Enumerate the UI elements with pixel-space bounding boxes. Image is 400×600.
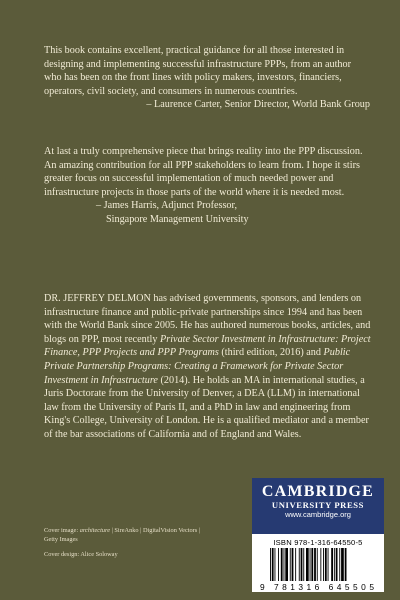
barcode-bar	[290, 548, 291, 586]
barcode-bar	[295, 548, 296, 586]
barcode-bar	[285, 548, 288, 586]
cover-image-credit: Cover image: architecture | SireAnko | DigitalVision Vectors | Getty Images	[44, 527, 201, 543]
endorsement-carter	[44, 44, 370, 112]
barcode-bar	[336, 548, 338, 586]
barcode-bar	[314, 548, 316, 586]
barcode-bar	[284, 548, 285, 586]
barcode-bar	[320, 548, 321, 586]
barcode-bar	[323, 548, 324, 586]
endorsement-attribution-affiliation: Singapore Management University	[106, 213, 249, 225]
barcode-bar	[339, 548, 340, 586]
barcode-bar	[303, 548, 304, 586]
cover-credits	[44, 526, 204, 559]
barcode-bar	[275, 548, 276, 586]
barcode-bar	[325, 548, 327, 586]
isbn-digits: 9 781316 645505	[260, 582, 374, 592]
book-title: Private Sector Investment in Infrastructure: Project Finance, PPP Projects and PPP Programs	[44, 333, 371, 359]
barcode-bar	[281, 548, 283, 586]
publisher-url: www.cambridge.org	[285, 510, 351, 519]
endorsement-text: At last a truly comprehensive piece that brings reality into the PPP discussion. An amazing contribution for all PPP stakeholders to learn from. I hope it stirs greater focus on successful implementation of much needed power and infrastructure projects in those parts of the world where it is needed most.	[44, 146, 363, 198]
bio-text: (third edition, 2016) and	[218, 347, 324, 359]
publisher-logo	[252, 478, 384, 534]
barcode-bar	[345, 548, 347, 586]
barcode-bar	[317, 548, 318, 586]
endorsement-text: This book contains excellent, practical guidance for all those interested in designing and implementing successful infrastructure PPPs, from an author who has been on the front lines with policy makers, investors, financiers, operators, civil society, and consumers in numerous countries.	[44, 45, 351, 97]
bio-text: DR. JEFFREY DELMON has advised governments, sponsors, and lenders on infrastructure finance and public-private partnerships since 1994 and has been with the World Bank since 2005. He has authored numerous books, articles, and blogs on PPP, most recently	[44, 293, 371, 345]
barcode-bar	[278, 548, 279, 586]
publisher-subname: UNIVERSITY PRESS	[271, 500, 365, 510]
endorsement-harris	[44, 145, 370, 227]
barcode-bar	[311, 548, 313, 586]
barcode-bar	[292, 548, 294, 586]
barcode-bar	[334, 548, 335, 586]
barcode-bar	[328, 548, 329, 586]
cover-design-credit: Cover design: Alice Soloway	[44, 551, 118, 558]
barcode-bar	[306, 548, 309, 586]
barcode-bar	[331, 548, 333, 586]
isbn-label: ISBN 978-1-316-64550-5	[273, 538, 363, 547]
bio-text: (2014). He holds an MA in international studies, a Juris Doctorate from the University of Denver, a DEA (LLM) in international law from the University of Paris II, and a PhD in law and engineering from King's College, University of London. He is a qualified mediator and a member of the bar associations of California and of England and Wales.	[44, 374, 369, 440]
isbn-barcode-box	[252, 534, 384, 592]
barcode-bar	[270, 548, 271, 586]
barcode-bar	[310, 548, 311, 586]
barcode-bar	[299, 548, 300, 586]
barcode-bar	[301, 548, 303, 586]
barcode-bar	[341, 548, 344, 586]
barcode-bar	[272, 548, 274, 586]
book-title: Public Private Partnership Programs: Creating a Framework for Private Sector Investment in Infrastructure	[44, 347, 351, 386]
barcode	[258, 548, 378, 592]
endorsement-attribution: – James Harris, Adjunct Professor,	[96, 200, 238, 212]
author-bio	[44, 292, 374, 442]
publisher-name: CAMBRIDGE	[261, 483, 375, 500]
endorsement-attribution: – Laurence Carter, Senior Director, World Bank Group	[146, 99, 370, 111]
